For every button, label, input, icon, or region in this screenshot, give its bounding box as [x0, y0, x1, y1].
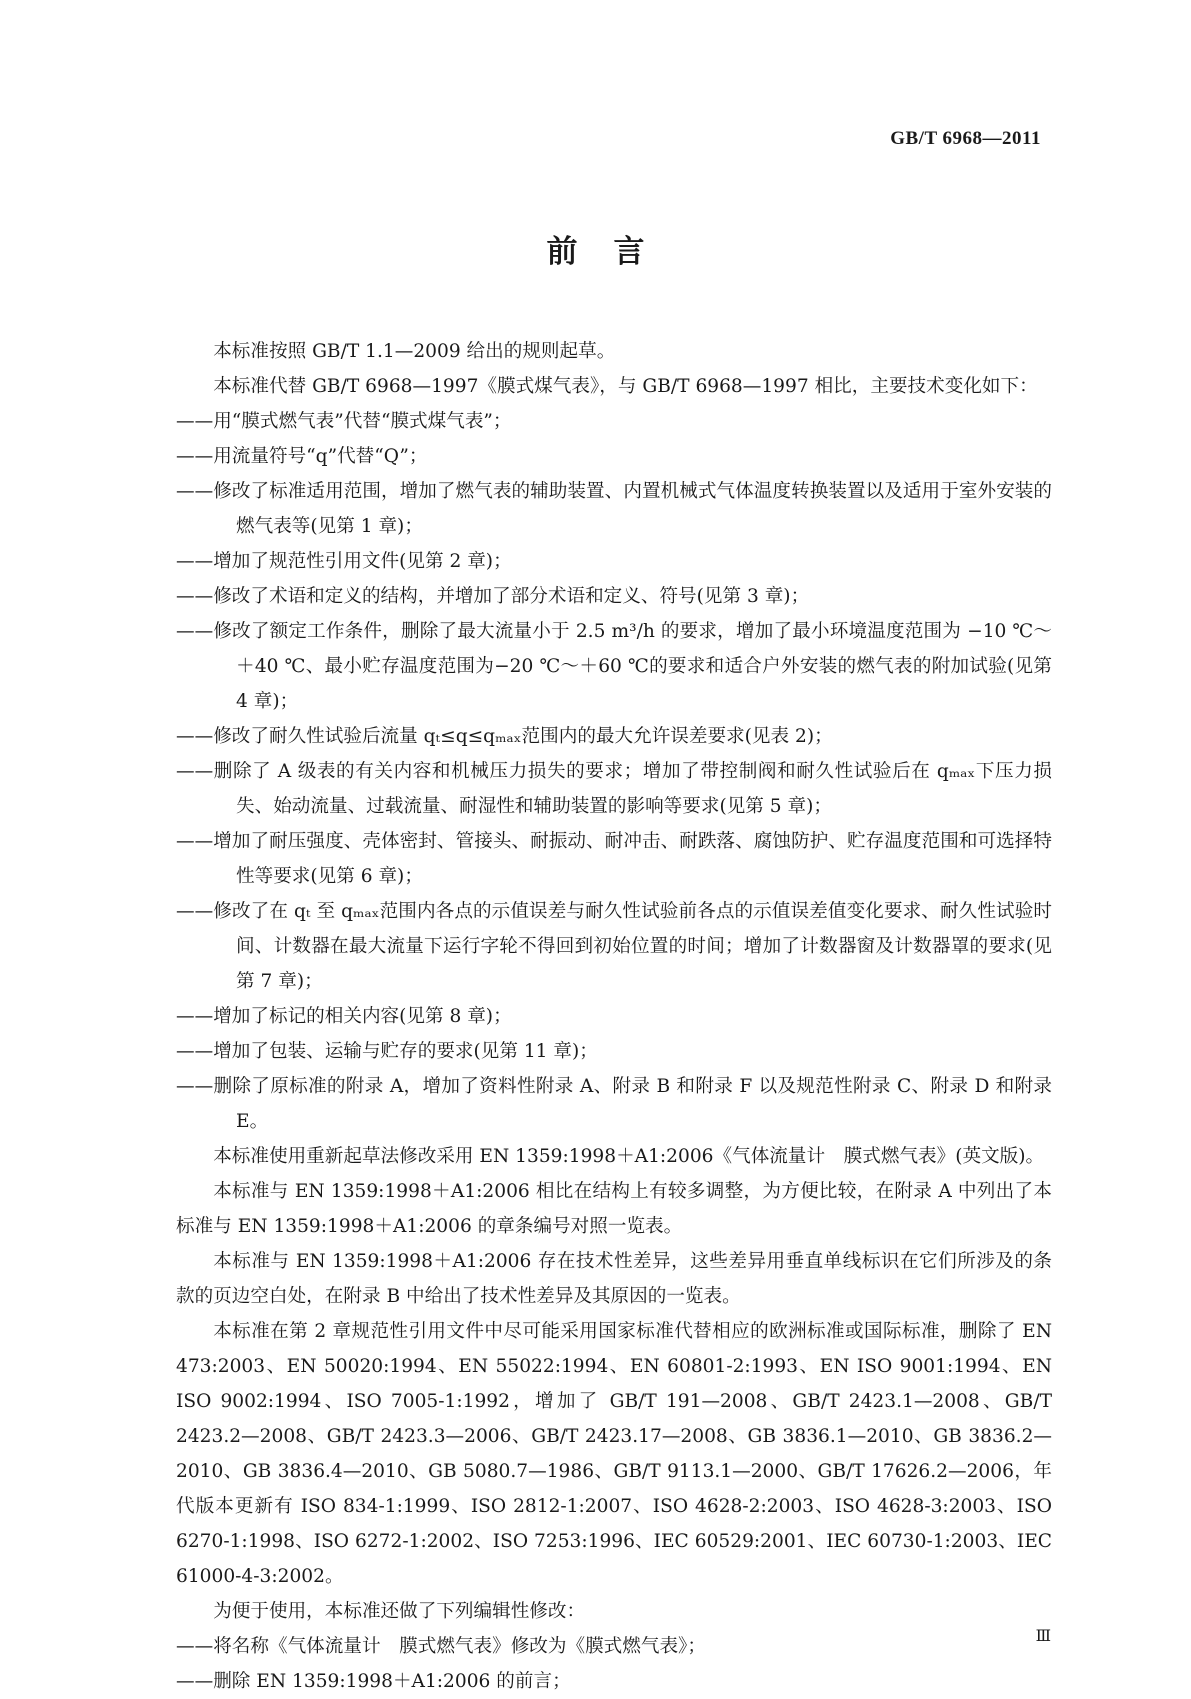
- list-item: ——用流量符号“q”代替“Q”；: [176, 446, 428, 467]
- page-title: 前言: [546, 234, 681, 270]
- list-item: ——将名称《气体流量计 膜式燃气表》修改为《膜式燃气表》；: [176, 1636, 706, 1657]
- list-item: ——增加了耐压强度、壳体密封、管接头、耐振动、耐冲击、耐跌落、腐蚀防护、贮存温度范围和可选择特性等要求(见第 6 章)；: [176, 831, 1052, 887]
- list-item: ——增加了规范性引用文件(见第 2 章)；: [176, 551, 512, 572]
- paragraph: 本标准与 EN 1359:1998＋A1:2006 相比在结构上有较多调整，为方便比较，在附录 A 中列出了本标准与 EN 1359:1998＋A1:2006 的章条编号对照一览表。: [176, 1181, 1052, 1237]
- list-item: ——修改了标准适用范围，增加了燃气表的辅助装置、内置机械式气体温度转换装置以及适用于室外安装的燃气表等(见第 1 章)；: [176, 481, 1052, 537]
- standard-number: GB/T 6968—2011: [890, 128, 1041, 149]
- list-item: ——增加了标记的相关内容(见第 8 章)；: [176, 1006, 512, 1027]
- page-number: Ⅲ: [1035, 1628, 1051, 1645]
- list-item: ——修改了耐久性试验后流量 qₜ≤q≤qₘₐₓ范围内的最大允许误差要求(见表 2)；: [176, 726, 833, 747]
- list-item: ——修改了在 qₜ 至 qₘₐₓ范围内各点的示值误差与耐久性试验前各点的示值误差值变化要求、耐久性试验时间、计数器在最大流量下运行字轮不得回到初始位置的时间；增加了计数器窗及计数器罩的要求(见第 7 章)；: [176, 901, 1052, 992]
- list-item: ——用“膜式燃气表”代替“膜式煤气表”；: [176, 411, 512, 432]
- list-item: ——修改了术语和定义的结构，并增加了部分术语和定义、符号(见第 3 章)；: [176, 586, 810, 607]
- list-item: ——增加了包装、运输与贮存的要求(见第 11 章)；: [176, 1041, 598, 1062]
- list-item: ——删除了原标准的附录 A，增加了资料性附录 A、附录 B 和附录 F 以及规范性附录 C、附录 D 和附录 E。: [176, 1076, 1052, 1132]
- list-item: ——删除 EN 1359:1998＋A1:2006 的前言；: [176, 1671, 571, 1692]
- paragraph: 为便于使用，本标准还做了下列编辑性修改：: [213, 1601, 586, 1622]
- paragraph: 本标准按照 GB/T 1.1—2009 给出的规则起草。: [213, 341, 616, 362]
- list-item: ——修改了额定工作条件，删除了最大流量小于 2.5 m³/h 的要求，增加了最小环境温度范围为 −10 ℃～＋40 ℃、最小贮存温度范围为−20 ℃～＋60 ℃的要求和适合户外安装的燃气表的附加试验(见第 4 章)；: [176, 621, 1052, 712]
- paragraph: 本标准在第 2 章规范性引用文件中尽可能采用国家标准代替相应的欧洲标准或国际标准，删除了 EN 473:2003、EN 50020:1994、EN 55022:1994、EN 60801-2:1993、EN ISO 9001:1994、EN ISO 9002:1994、ISO 7005-1:1992，增加了 GB/T 191—2008、GB/T 2423.1—2008、GB/T 2423.2—2008、GB/T 2423.3—2006、GB/T 2423.17—2008、GB 3836.1—2010、GB 3836.2—2010、GB 3836.4—2010、GB 5080.7—1986、GB/T 9113.1—2000、GB/T 17626.2—2006，年代版本更新有 ISO 834-1:1999、ISO 2812-1:2007、ISO 4628-2:2003、ISO 4628-3:2003、ISO 6270-1:1998、ISO 6272-1:2002、ISO 7253:1996、IEC 60529:2001、IEC 60730-1:2003、IEC 61000-4-3:2002。: [176, 1321, 1052, 1587]
- paragraph: 本标准与 EN 1359:1998＋A1:2006 存在技术性差异，这些差异用垂直单线标识在它们所涉及的条款的页边空白处，在附录 B 中给出了技术性差异及其原因的一览表。: [176, 1251, 1052, 1307]
- paragraph: 本标准代替 GB/T 6968—1997《膜式煤气表》，与 GB/T 6968—1997 相比，主要技术变化如下：: [213, 376, 1038, 397]
- foreword-body: [176, 334, 1052, 1699]
- paragraph: 本标准使用重新起草法修改采用 EN 1359:1998＋A1:2006《气体流量计 膜式燃气表》(英文版)。: [213, 1146, 1045, 1167]
- list-item: ——删除了 A 级表的有关内容和机械压力损失的要求；增加了带控制阀和耐久性试验后在 qₘₐₓ下压力损失、始动流量、过载流量、耐湿性和辅助装置的影响等要求(见第 5 章)；: [176, 761, 1052, 817]
